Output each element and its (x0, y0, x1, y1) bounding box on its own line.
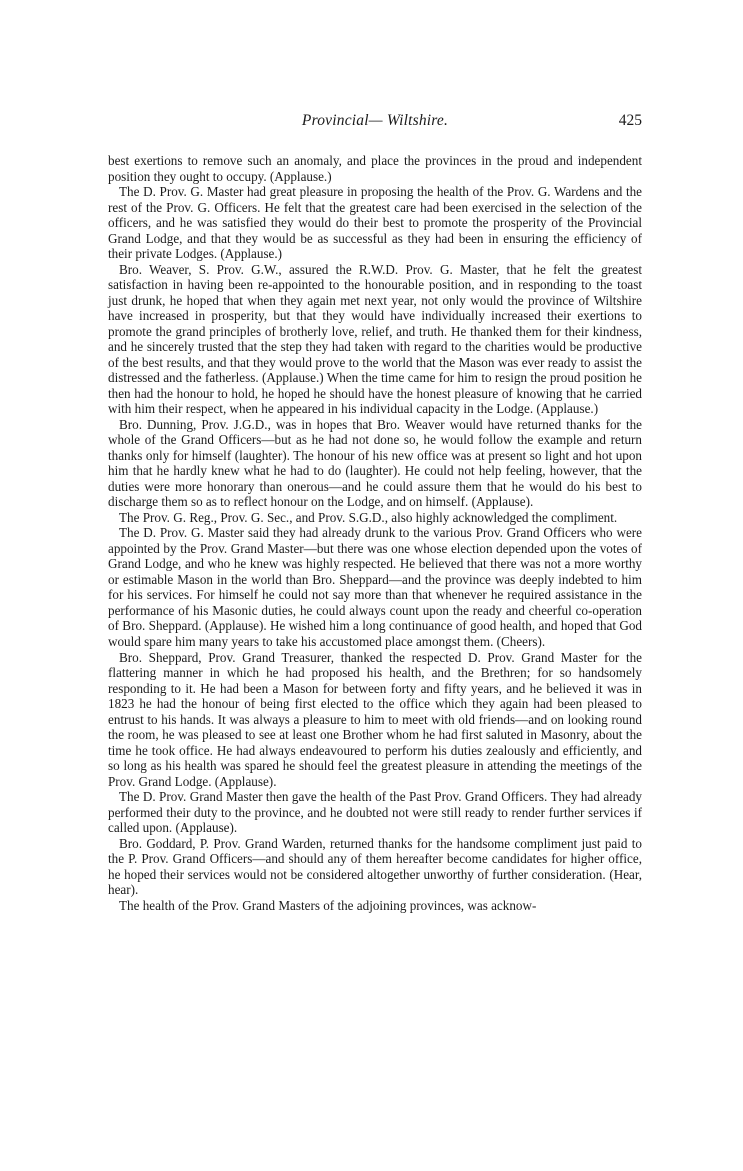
paragraph-dunning-response: Bro. Dunning, Prov. J.G.D., was in hopes that Bro. Weaver would have returned thanks for the whole of the Grand Officers—but as he had not done so, he would follow the example and return thanks only for himself (laughter). The honour of his new office was at present so light and hot upon him that he hardly knew what he had to do (laughter). He could not help feeling, however, that the duties were more honorary than onerous—and he could assure them that he would do his best to discharge them so as to reflect honour on the Lodge, and on himself. (Applause). (108, 416, 642, 510)
paragraph-goddard-response: Bro. Goddard, P. Prov. Grand Warden, returned thanks for the handsome compliment just paid to the P. Prov. Grand Officers—and should any of them hereafter become candidates for higher office, he hoped their services would not be considered altogether unworthy of further consideration. (Hear, hear). (108, 835, 642, 898)
article-body (108, 153, 642, 913)
paragraph-prov-officers-toast: The D. Prov. G. Master had great pleasure in proposing the health of the Prov. G. Wardens and the rest of the Prov. G. Officers. He felt that the greatest care had been exercised in the selection of the officers, and he was satisfied they would do their best to promote the prosperity of the Provincial Grand Lodge, and that they would be as successful as they had been in ensuring the efficiency of their private Lodges. (Applause.) (108, 184, 642, 262)
running-header (108, 112, 642, 136)
running-title: Provincial— Wiltshire. (301, 112, 449, 129)
page-number: 425 (618, 112, 642, 129)
paragraph-sheppard-response: Bro. Sheppard, Prov. Grand Treasurer, thanked the respected D. Prov. Grand Master for the flattering manner in which he had proposed his health, and the Brethren; for so handsomely responding to it. He had been a Mason for between forty and fifty years, and he believed it was in 1823 he had the honour of being first elected to the office which they again had been pleased to entrust to his hands. It was always a pleasure to him to meet with old friends—and on looking round the room, he was pleased to see at least one Brother whom he had first saluted in Masonry, about the time he took office. He had always endeavoured to perform his duties zealously and efficiently, and so long as his health was spared he should feel the greatest pleasure in attending the meetings of the Prov. Grand Lodge. (Applause). (108, 649, 642, 789)
paragraph-weaver-response: Bro. Weaver, S. Prov. G.W., assured the R.W.D. Prov. G. Master, that he felt the greatest satisfaction in having been re-appointed to the honourable position, and in responding to the toast just drunk, he hoped that when they again met next year, not only would the province of Wiltshire have increased in prosperity, but that they would have individually increased their exertions to promote the grand principles of brotherly love, relief, and truth. He thanked them for their kindness, and he sincerely trusted that the step they had taken with regard to the charities would be productive of the best results, and that they would prove to the world that the Mason was ever ready to assist the distressed and the fatherless. (Applause.) When the time came for him to resign the proud position he then had the honour to hold, he hoped he should have the honest pleasure of knowing that he carried with him their respect, when he appeared in his individual capacity in the Lodge. (Applause.) (108, 261, 642, 417)
paragraph-sheppard-toast: The D. Prov. G. Master said they had already drunk to the various Prov. Grand Officers who were appointed by the Prov. Grand Master—but there was one whose election depended upon the votes of Grand Lodge, and who he knew was highly respected. He believed that there was not a more worthy or estimable Mason in the world than Bro. Sheppard—and the province was deeply indebted to him for his services. For himself he could not say more than that whenever he required assistance in the performance of his Masonic duties, he could always count upon the ready and cheerful co-operation of Bro. Sheppard. (Applause). He wished him a long continuance of good health, and hoped that God would spare him many years to take his accustomed place amongst them. (Cheers). (108, 525, 642, 649)
paragraph-past-officers-toast: The D. Prov. Grand Master then gave the health of the Past Prov. Grand Officers. They had already performed their duty to the province, and he doubted not were still ready to render further services if called upon. (Applause). (108, 789, 642, 836)
paragraph-continuation: best exertions to remove such an anomaly, and place the provinces in the proud and independent position they ought to occupy. (Applause.) (108, 153, 642, 184)
paragraph-reg-sec-acknowledgement: The Prov. G. Reg., Prov. G. Sec., and Prov. S.G.D., also highly acknowledged the compliment. (119, 509, 618, 525)
paragraph-adjoining-provinces: The health of the Prov. Grand Masters of the adjoining provinces, was acknow- (119, 897, 537, 913)
